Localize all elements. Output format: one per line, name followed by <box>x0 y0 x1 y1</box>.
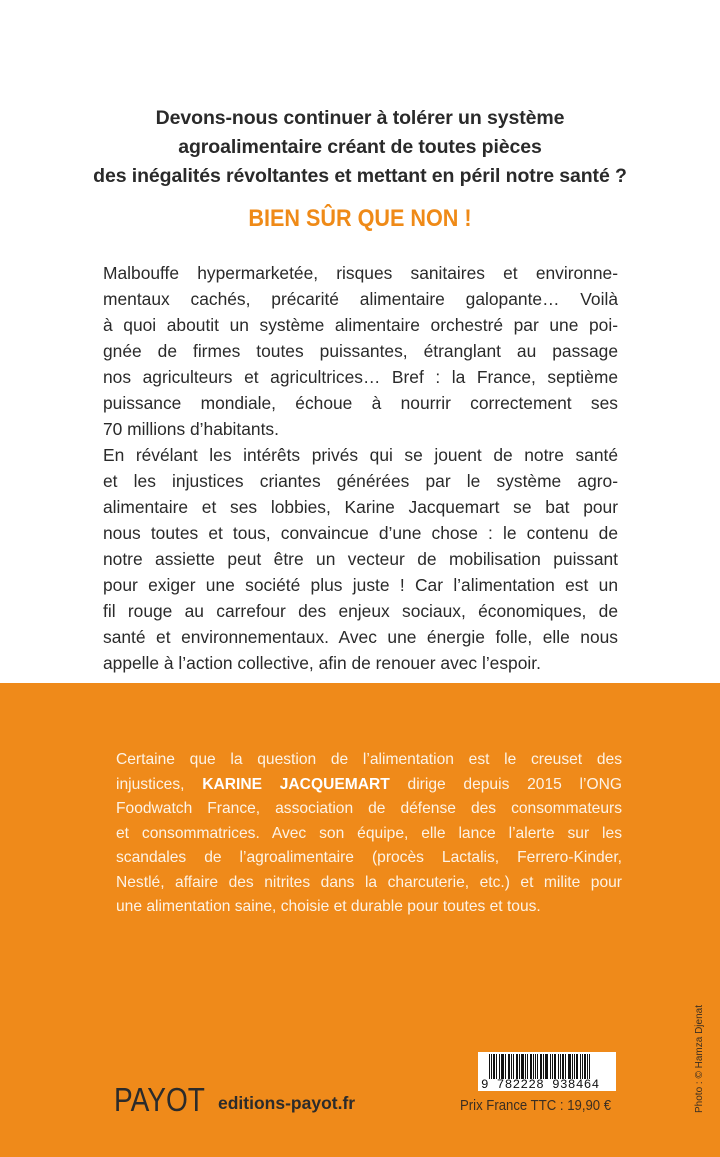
text-line: 70 millions d’habitants. <box>103 419 279 439</box>
author-name: KARINE JACQUEMART <box>202 775 390 793</box>
text-line: puissance mondiale, échoue à nourrir correctement ses <box>103 393 618 413</box>
author-bio <box>116 748 622 920</box>
photo-credit: Photo : © Hamza Djenat <box>694 1005 705 1113</box>
price-label: Prix France TTC : 19,90 € <box>460 1098 612 1114</box>
headline-line: Devons-nous continuer à tolérer un système <box>155 107 565 129</box>
text-line: appelle à l’action collective, afin de renouer avec l’espoir. <box>103 653 541 673</box>
text-line: pour exiger une société plus juste ! Car l’alimentation est un <box>103 575 618 595</box>
bio-line: Nestlé, affaire des nitrites dans la charcuterie, etc.) et milite pour <box>116 873 622 891</box>
headline-line: des inégalités révoltantes et mettant en péril notre santé ? <box>93 165 627 187</box>
bio-line: scandales de l’agroalimentaire (procès Lactalis, Ferrero-Kinder, <box>116 849 622 866</box>
barcode-bars-icon <box>489 1054 613 1079</box>
bio-line: une alimentation saine, choisie et durable pour toutes et tous. <box>116 898 541 915</box>
text-line: En révélant les intérêts privés qui se jouent de notre santé <box>103 445 618 465</box>
text-line: mentaux cachés, précarité alimentaire galopante… Voilà <box>103 289 618 309</box>
text-line: à quoi aboutit un système alimentaire orchestré par une poi- <box>103 315 618 335</box>
headline-question <box>0 104 720 191</box>
isbn-digits: 9 782228 938464 <box>481 1078 600 1092</box>
text-line: et les injustices criantes générées par le système agro- <box>103 471 618 491</box>
exclamation-heading: BIEN SÛR QUE NON ! <box>248 205 472 232</box>
text-line: nous toutes et tous, convaincue d’une chose : le contenu de <box>103 523 618 543</box>
bio-line <box>116 773 622 798</box>
text-line: Malbouffe hypermarketée, risques sanitaires et environne- <box>103 263 618 283</box>
publisher-logo: PAYOT <box>114 1081 205 1118</box>
publisher-website: editions-payot.fr <box>218 1093 356 1113</box>
text-line: notre assiette peut être un vecteur de mobilisation puissant <box>103 549 618 569</box>
text-line: santé et environnementaux. Avec une énergie folle, elle nous <box>103 627 618 647</box>
summary-paragraph-2 <box>103 442 618 676</box>
headline-line: agroalimentaire créant de toutes pièces <box>178 136 542 158</box>
isbn-barcode <box>478 1052 616 1091</box>
bio-line: et consommatrices. Avec son équipe, elle lance l’alerte sur les <box>116 824 622 842</box>
text-line: nos agriculteurs et agricultrices… Bref : la France, septième <box>103 367 618 387</box>
text-line: alimentaire et ses lobbies, Karine Jacquemart se bat pour <box>103 497 618 517</box>
bio-line: Certaine que la question de l’alimentation est le creuset des <box>116 751 622 768</box>
bio-line: Foodwatch France, association de défense des consommateurs <box>116 800 622 817</box>
bio-text: injustices, <box>116 775 203 793</box>
bio-text: dirige depuis 2015 l’ONG <box>389 775 622 793</box>
summary-paragraph-1 <box>103 260 618 442</box>
text-line: fil rouge au carrefour des enjeux sociaux, économiques, de <box>103 601 618 621</box>
text-line: gnée de firmes toutes puissantes, étranglant au passage <box>103 341 618 361</box>
